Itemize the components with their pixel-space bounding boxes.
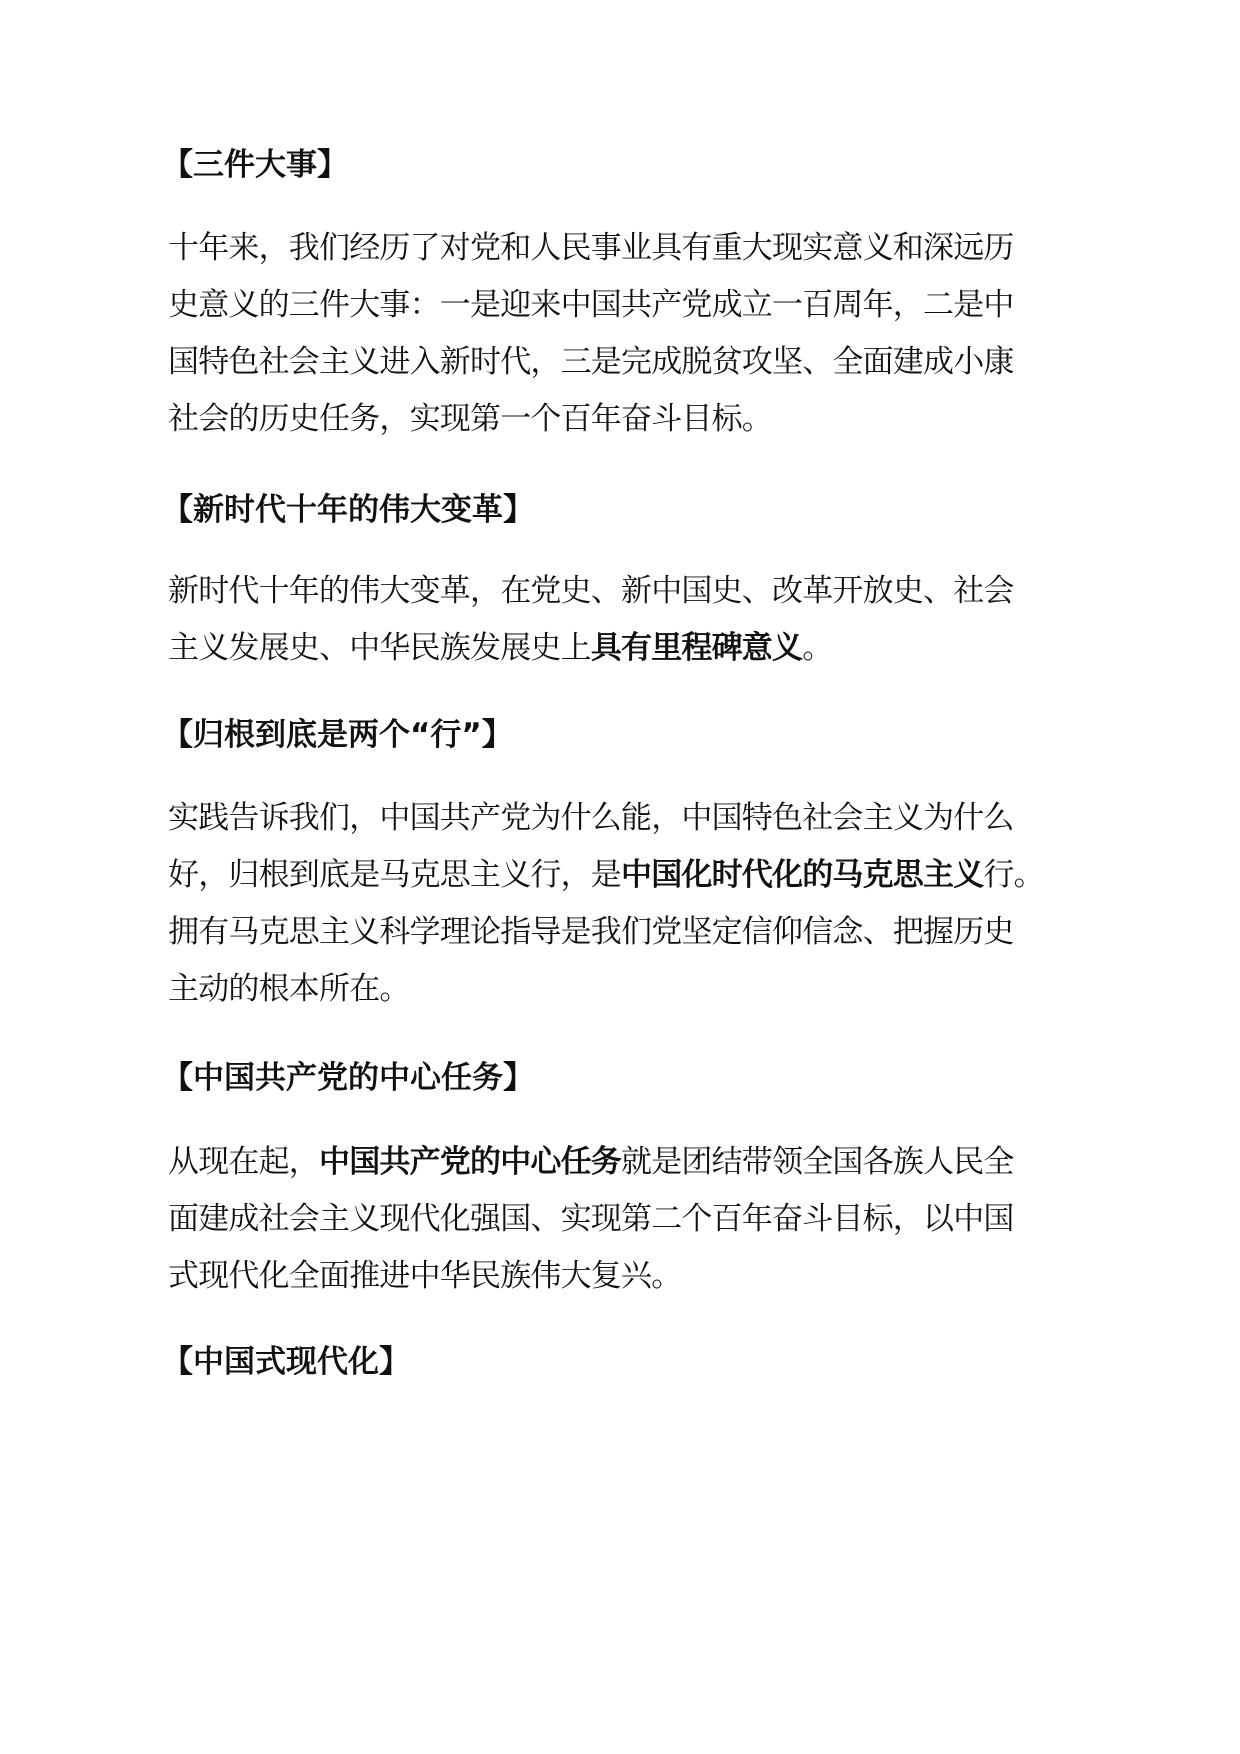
emphasis-text: 中国共产党的中心任务 xyxy=(319,1144,621,1180)
body-text: 拥有马克思主义科学理论指导是我们党坚定信仰信念、把握历史 xyxy=(168,914,1014,950)
paragraph-line xyxy=(168,1134,1014,1191)
paragraph-line xyxy=(168,277,1014,334)
body-text: 式现代化全面推进中华民族伟大复兴。 xyxy=(168,1258,682,1294)
body-text: 好，归根到底是马克思主义行，是 xyxy=(168,857,621,893)
section-heading-central-task: 【中国共产党的中心任务】 xyxy=(162,1060,534,1096)
body-text: 十年来，我们经历了对党和人民事业具有重大现实意义和深远历 xyxy=(168,230,1014,266)
paragraph-line xyxy=(168,961,948,1018)
emphasis-text: 具有里程碑意义 xyxy=(590,630,803,666)
body-text: 实践告诉我们，中国共产党为什么能，中国特色社会主义为什么 xyxy=(168,800,1014,836)
section-heading-three-major-events: 【三件大事】 xyxy=(162,147,348,183)
paragraph-line xyxy=(168,334,1014,391)
paragraph-line xyxy=(168,563,1014,620)
paragraph-line xyxy=(168,1191,1014,1248)
section-paragraph xyxy=(168,790,1044,1018)
body-text: 社会的历史任务，实现第一个百年奋斗目标。 xyxy=(168,401,772,437)
body-text: 从现在起， xyxy=(168,1144,319,1180)
body-text: 面建成社会主义现代化强国、实现第二个百年奋斗目标，以中国 xyxy=(168,1201,1014,1237)
body-text: 。 xyxy=(802,630,833,666)
body-text: 行。 xyxy=(983,857,1044,893)
body-text: 主动的根本所在。 xyxy=(168,971,410,1007)
section-paragraph xyxy=(168,1134,1014,1305)
paragraph-line xyxy=(168,904,1014,961)
paragraph-line xyxy=(168,220,1014,277)
section-paragraph xyxy=(168,220,1014,448)
emphasis-text: 中国化时代化的马克思主义 xyxy=(621,857,984,893)
section-heading-great-changes: 【新时代十年的伟大变革】 xyxy=(162,492,534,528)
paragraph-line xyxy=(168,1248,948,1305)
section-paragraph xyxy=(168,563,1014,677)
paragraph-line xyxy=(168,391,948,448)
section-heading-two-works: 【归根到底是两个“行”】 xyxy=(162,717,513,753)
section-heading-chinese-modernization: 【中国式现代化】 xyxy=(162,1344,410,1380)
body-text: 史意义的三件大事：一是迎来中国共产党成立一百周年，二是中 xyxy=(168,287,1014,323)
body-text: 新时代十年的伟大变革，在党史、新中国史、改革开放史、社会 xyxy=(168,573,1014,609)
body-text: 主义发展史、中华民族发展史上 xyxy=(168,630,591,666)
body-text: 国特色社会主义进入新时代，三是完成脱贫攻坚、全面建成小康 xyxy=(168,344,1014,380)
body-text: 就是团结带领全国各族人民全 xyxy=(621,1144,1014,1180)
paragraph-line xyxy=(168,790,1014,847)
paragraph-line xyxy=(168,847,1044,904)
paragraph-line xyxy=(168,620,948,677)
